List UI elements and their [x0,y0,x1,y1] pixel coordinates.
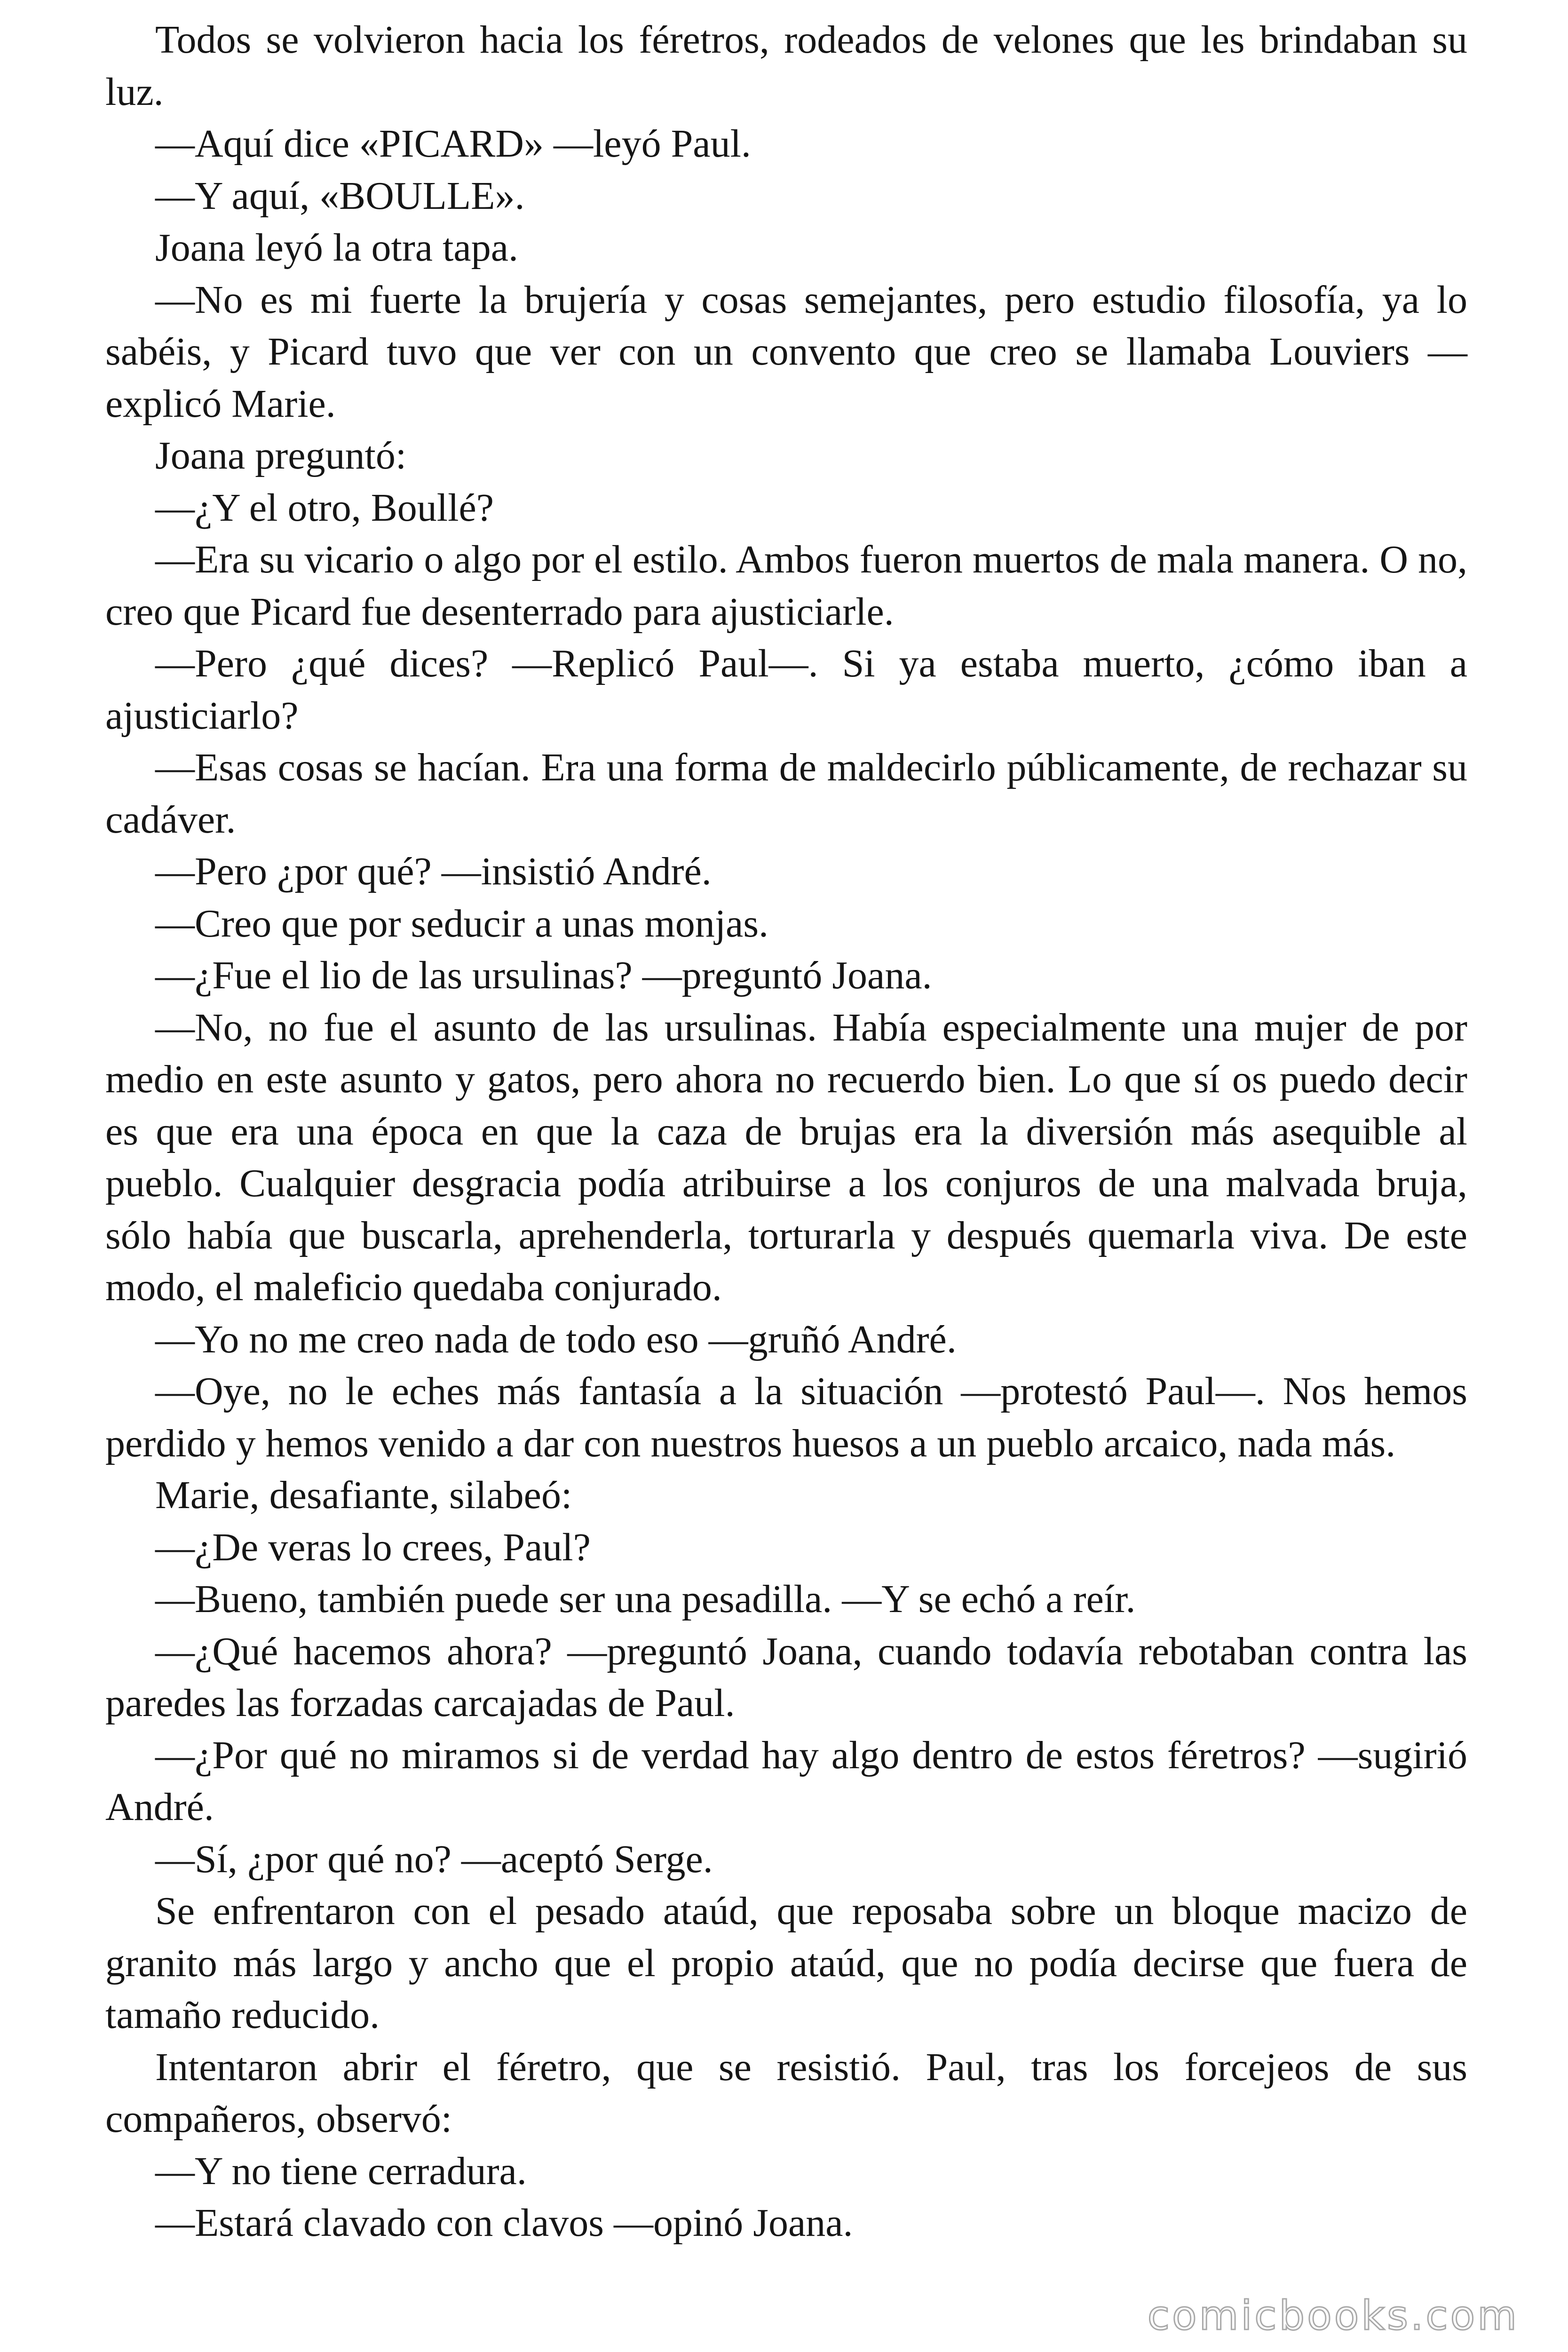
paragraph: —¿De veras lo crees, Paul? [155,1525,591,1569]
paragraph: —No es mi fuerte la brujería y cosas semejantes, pero estudio filosofía, ya lo sabéis, y Picard tuvo que ver con un convento que creo se llamaba Louviers —explicó Marie. [105,278,1467,426]
paragraph: —Sí, ¿por qué no? —aceptó Serge. [155,1837,713,1881]
paragraph: Joana preguntó: [155,434,407,477]
paragraph: —Pero ¿por qué? —insistió André. [155,850,712,893]
paragraph: —¿Fue el lio de las ursulinas? —preguntó Joana. [155,954,932,997]
paragraph: —No, no fue el asunto de las ursulinas. Había especialmente una mujer de por medio en este asunto y gatos, pero ahora no recuerdo bien. Lo que sí os puedo decir es que era una época en que la caza de brujas era la diversión más asequible al pueblo. Cualquier desgracia podía atribuirse a los conjuros de una malvada bruja, sólo había que buscarla, aprehenderla, torturarla y después quemarla viva. De este modo, el maleficio quedaba conjurado. [105,1005,1467,1309]
watermark: comicbooks.com [1147,2292,1519,2339]
paragraph: —Creo que por seducir a unas monjas. [155,901,769,946]
paragraph: —Oye, no le eches más fantasía a la situación —protestó Paul—. Nos hemos perdido y hemos venido a dar con nuestros huesos a un pueblo arcaico, nada más. [105,1369,1467,1465]
paragraph: —Pero ¿qué dices? —Replicó Paul—. Si ya estaba muerto, ¿cómo iban a ajusticiarlo? [105,642,1467,738]
paragraph: —Aquí dice «PICARD» —leyó Paul. [155,122,751,166]
paragraph: —Y no tiene cerradura. [155,2149,527,2193]
paragraph: Se enfrentaron con el pesado ataúd, que reposaba sobre un bloque macizo de granito más largo y ancho que el propio ataúd, que no podía decirse que fuera de tamaño reducido. [105,1889,1467,2037]
paragraph: Marie, desafiante, silabeó: [155,1473,572,1517]
paragraph: Todos se volvieron hacia los féretros, rodeados de velones que les brindaban su luz. [105,18,1467,114]
paragraph: —¿Por qué no miramos si de verdad hay algo dentro de estos féretros? —sugirió André. [105,1733,1467,1829]
paragraph: —Y aquí, «BOULLE». [155,174,525,218]
paragraph: —Estará clavado con clavos —opinó Joana. [155,2201,853,2245]
paragraph: —Esas cosas se hacían. Era una forma de maldecirlo públicamente, de rechazar su cadáver. [105,746,1467,842]
paragraph: —¿Qué hacemos ahora? —preguntó Joana, cuando todavía rebotaban contra las paredes las forzadas carcajadas de Paul. [105,1629,1467,1725]
paragraph: Joana leyó la otra tapa. [155,226,518,270]
book-page-text [105,14,1467,2249]
paragraph: —Yo no me creo nada de todo eso —gruñó André. [155,1317,957,1361]
paragraph: Intentaron abrir el féretro, que se resistió. Paul, tras los forcejeos de sus compañeros, observó: [105,2045,1467,2141]
paragraph: —Era su vicario o algo por el estilo. Ambos fueron muertos de mala manera. O no, creo que Picard fue desenterrado para ajusticiarle. [105,538,1467,634]
paragraph: —Bueno, también puede ser una pesadilla. —Y se echó a reír. [155,1577,1136,1621]
paragraph: —¿Y el otro, Boullé? [155,485,494,530]
